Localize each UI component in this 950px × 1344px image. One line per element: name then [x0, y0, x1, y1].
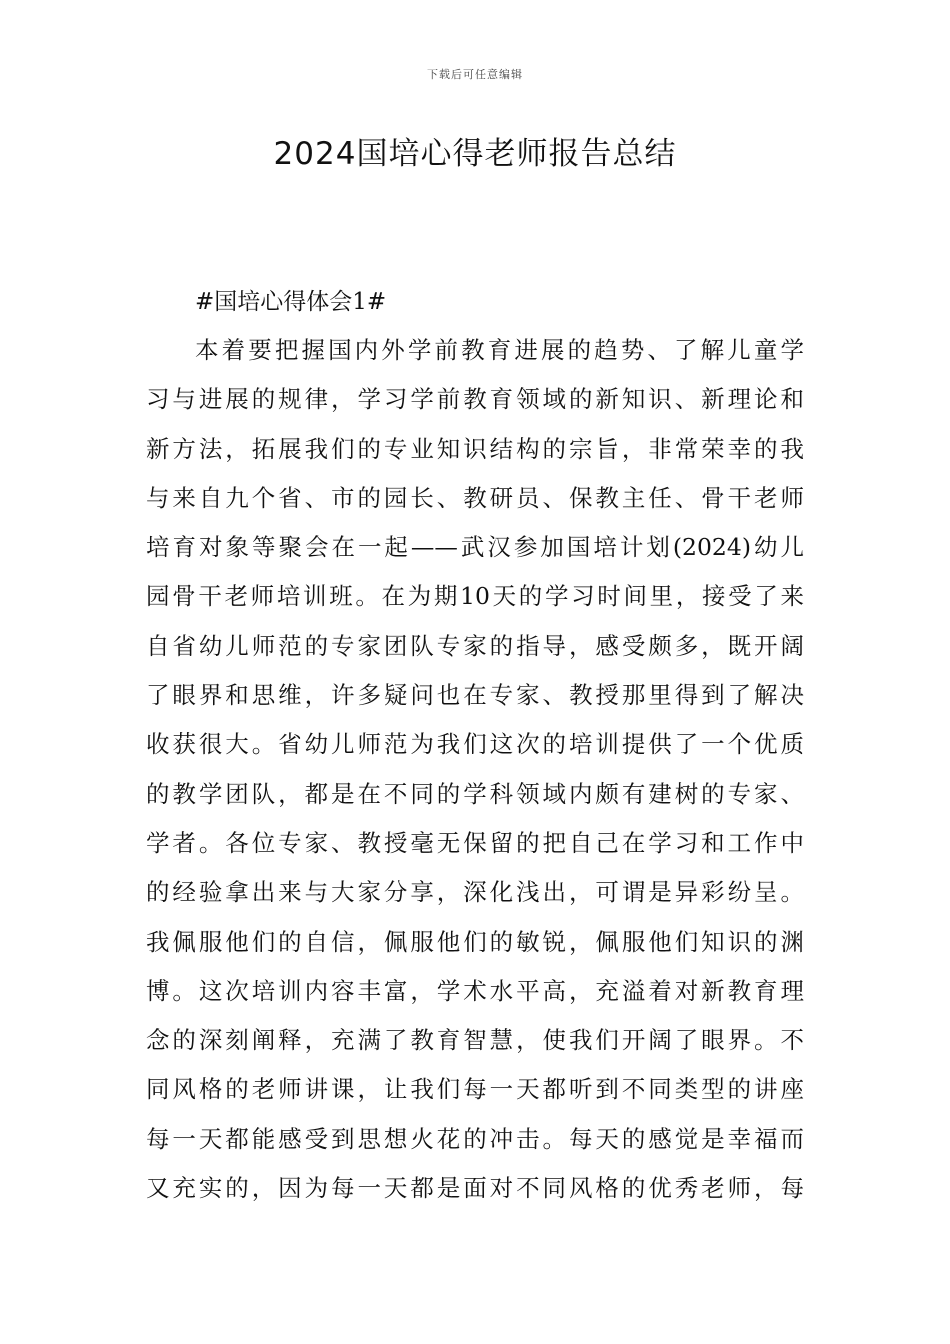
paragraph-line: 每一天都能感受到思想火花的冲击。每天的感觉是幸福而 — [146, 1124, 804, 1153]
paragraph-line: 了眼界和思维，许多疑问也在专家、教授那里得到了解决 — [146, 681, 804, 710]
paragraph-line: 念的深刻阐释，充满了教育智慧，使我们开阔了眼界。不 — [146, 1026, 804, 1055]
paragraph-line: 培育对象等聚会在一起——武汉参加国培计划(2024)幼儿 — [146, 533, 804, 562]
paragraph-line: 收获很大。省幼儿师范为我们这次的培训提供了一个优质 — [146, 730, 804, 759]
paragraph-line: 同风格的老师讲课，让我们每一天都听到不同类型的讲座 — [146, 1075, 804, 1104]
paragraph-line: 学者。各位专家、教授毫无保留的把自己在学习和工作中 — [146, 828, 804, 857]
paragraph-line: 习与进展的规律，学习学前教育领域的新知识、新理论和 — [146, 385, 804, 414]
paragraph-line: 又充实的，因为每一天都是面对不同风格的优秀老师，每 — [146, 1174, 804, 1203]
header-note: 下载后可任意编辑 — [427, 68, 523, 81]
paragraph-line: 本着要把握国内外学前教育进展的趋势、了解儿童学 — [195, 336, 804, 364]
paragraph-line: 的教学团队，都是在不同的学科领域内颇有建树的专家、 — [146, 779, 804, 808]
section-heading: #国培心得体会1# — [195, 289, 387, 315]
paragraph-line: 园骨干老师培训班。在为期10天的学习时间里，接受了来 — [146, 582, 804, 611]
paragraph-line: 的经验拿出来与大家分享，深化浅出，可谓是异彩纷呈。 — [146, 878, 804, 907]
paragraph-line: 博。这次培训内容丰富，学术水平高，充溢着对新教育理 — [146, 976, 804, 1005]
paragraph-line: 我佩服他们的自信，佩服他们的敏锐，佩服他们知识的渊 — [146, 927, 804, 956]
paragraph-line: 新方法，拓展我们的专业知识结构的宗旨，非常荣幸的我 — [146, 434, 804, 463]
paragraph-line: 自省幼儿师范的专家团队专家的指导，感受颇多，既开阔 — [146, 631, 804, 660]
document-title: 2024国培心得老师报告总结 — [273, 136, 677, 172]
paragraph-line: 与来自九个省、市的园长、教研员、保教主任、骨干老师 — [146, 483, 804, 512]
body-paragraph — [146, 326, 804, 1213]
